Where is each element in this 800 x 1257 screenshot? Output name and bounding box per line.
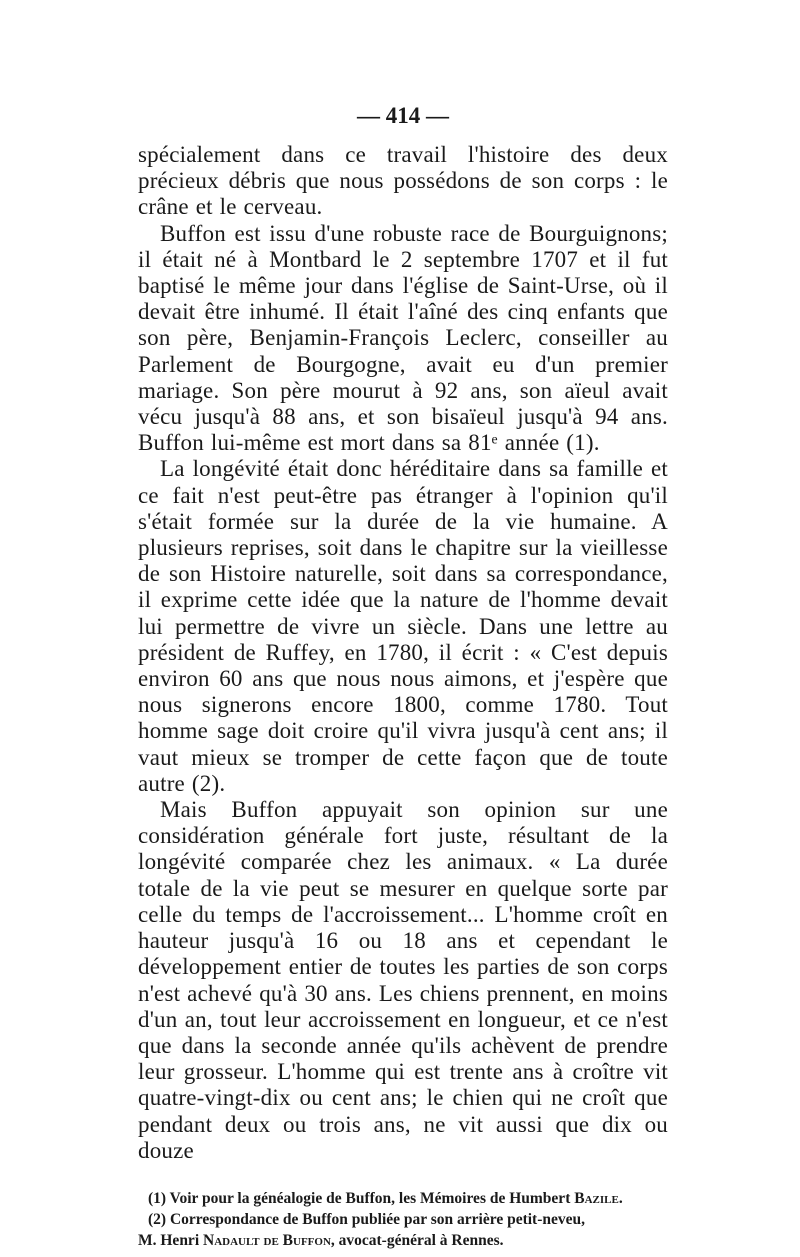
footnote-2-prefix: M. Henri <box>138 1231 203 1249</box>
document-page <box>138 96 668 1251</box>
footnote-2-name: Nadault de Buffon <box>203 1231 331 1249</box>
paragraph-4: Mais Buffon appuyait son opinion sur une considération générale fort juste, résultant de la longévité comparée chez les animaux. « La durée totale de la vie peut se mesurer en quelque sorte par celle du temps de l'accroissement... L'homme croît en hauteur jusqu'à 16 ou 18 ans et cependant le développement entier de toutes les parties de son corps n'est achevé qu'à 30 ans. Les chiens prennent, en moins d'un an, tout leur accroissement en longueur, et ce n'est que dans la seconde année qu'ils achèvent de prendre leur grosseur. L'homme qui est trente ans à croître vit quatre-vingt-dix ou cent ans; le chien qui ne croît que pendant deux ou trois ans, ne vit aussi que dix ou douze <box>138 797 668 1163</box>
footnote-1-name: Bazile <box>574 1189 619 1207</box>
footnote-1: (1) Voir pour la généalogie de Buffon, les Mémoires de Humbert Bazile. <box>148 1189 623 1207</box>
footnote-2 <box>138 1209 668 1230</box>
paragraph-2: Buffon est issu d'une robuste race de Bourguignons; il était né à Montbard le 2 septembre 1707 et il fut baptisé le même jour dans l'église de Saint-Urse, où il devait être inhumé. Il était l'aîné des cinq enfants que son père, Benjamin-François Leclerc, conseiller au Parlement de Bourgogne, avait eu d'un premier mariage. Son père mourut à 92 ans, son aïeul avait vécu jusqu'à 88 ans, et son bisaïeul jusqu'à 94 ans. Buffon lui-même est mort dans sa 81ᵉ année (1). <box>138 220 668 456</box>
footnote-2-continuation <box>138 1230 668 1251</box>
page-number: — 414 — <box>357 103 449 128</box>
footnote-1-text: (1) Voir pour la généalogie de Buffon, les Mémoires de Humbert <box>148 1189 575 1207</box>
body-text <box>138 142 668 1164</box>
paragraph-3: La longévité était donc héréditaire dans sa famille et ce fait n'est peut-être pas étranger à l'opinion qu'il s'était formée sur la durée de la vie humaine. A plusieurs reprises, soit dans le chapitre sur la vieillesse de son Histoire naturelle, soit dans sa correspondance, il exprime cette idée que la nature de l'homme devait lui permettre de vivre un siècle. Dans une lettre au président de Ruffey, en 1780, il écrit : « C'est depuis environ 60 ans que nous nous aimons, et j'espère que nous signerons encore 1800, comme 1780. Tout homme sage doit croire qu'il vivra jusqu'à cent ans; il vaut mieux se tromper de cette façon que de toute autre (2). <box>138 456 668 796</box>
footnote-2-text: (2) Correspondance de Buffon publiée par son arrière petit-neveu, <box>148 1210 585 1228</box>
footnote-2-end: , avocat-général à Rennes. <box>330 1231 504 1249</box>
footnotes <box>138 1188 668 1251</box>
paragraph-1: spécialement dans ce travail l'histoire des deux précieux débris que nous possédons de son corps : le crâne et le cerveau. <box>138 142 668 220</box>
